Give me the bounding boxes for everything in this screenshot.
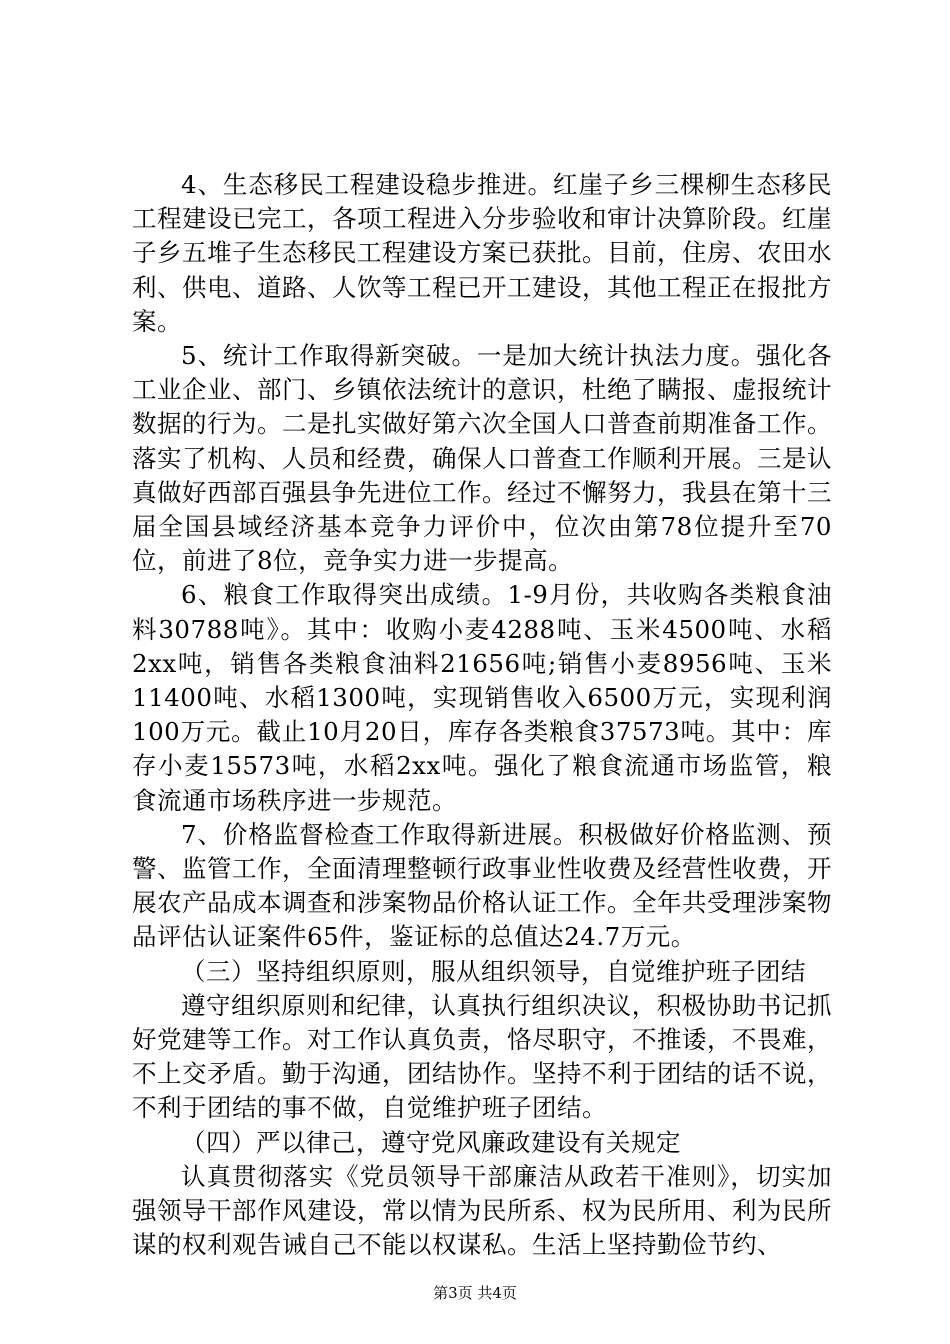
page-number-label: 第3页 共4页 xyxy=(433,1284,517,1302)
paragraph-discipline: 认真贯彻落实《党员领导干部廉洁从政若干准则》，切实加强领导干部作风建设，常以情为民所系、权为民所用、利为民所谋的权利观告诫自己不能以权谋私。生活上坚持勤俭节约、 xyxy=(132,1161,832,1260)
page-footer xyxy=(0,1284,950,1302)
paragraph-statistics: 5、统计工作取得新突破。一是加大统计执法力度。强化各工业企业、部门、乡镇依法统计的意识，杜绝了瞒报、虚报统计数据的行为。二是扎实做好第六次全国人口普查前期准备工作。落实了机构、人员和经费，确保人口普查工作顺利开展。三是认真做好西部百强县争先进位工作。经过不懈努力，我县在第十三届全国县域经济基本竞争力评价中，位次由第78位提升至70位，前进了8位，竞争实力进一步提高。 xyxy=(132,341,832,576)
document-body xyxy=(132,168,832,1263)
paragraph-ecological-migration: 4、生态移民工程建设稳步推进。红崖子乡三棵柳生态移民工程建设已完工，各项工程进入分步验收和审计决算阶段。红崖子乡五堆子生态移民工程建设方案已获批。目前，住房、农田水利、供电、道路、人饮等工程已开工建设，其他工程正在报批方案。 xyxy=(132,170,832,336)
paragraph-organization: 遵守组织原则和纪律，认真执行组织决议，积极协助书记抓好党建等工作。对工作认真负责，恪尽职守，不推诿，不畏难，不上交矛盾。勤于沟通，团结协作。坚持不利于团结的话不说，不利于团结的事不做，自觉维护班子团结。 xyxy=(132,990,832,1123)
paragraph-price-supervision: 7、价格监督检查工作取得新进展。积极做好价格监测、预警、监管工作，全面清理整顿行政事业性收费及经营性收费，开展农产品成本调查和涉案物品价格认证工作。全年共受理涉案物品评估认证案件65件，鉴证标的总值达24.7万元。 xyxy=(132,819,832,952)
paragraph-grain: 6、粮食工作取得突出成绩。1-9月份，共收购各类粮食油料30788吨》。其中：收购小麦4288吨、玉米4500吨、水稻2xx吨，销售各类粮食油料21656吨;销售小麦8956吨、玉米11400吨、水稻1300吨，实现销售收入6500万元，实现利润100万元。截止10月20日，库存各类粮食37573吨。其中：库存小麦15573吨，水稻2xx吨。强化了粮食流通市场监管，粮食流通市场秩序进一步规范。 xyxy=(132,580,832,815)
section-heading-discipline: （四）严以律己，遵守党风廉政建设有关规定 xyxy=(181,1127,681,1157)
section-heading-organization: （三）坚持组织原则，服从组织领导，自觉维护班子团结 xyxy=(181,956,806,986)
